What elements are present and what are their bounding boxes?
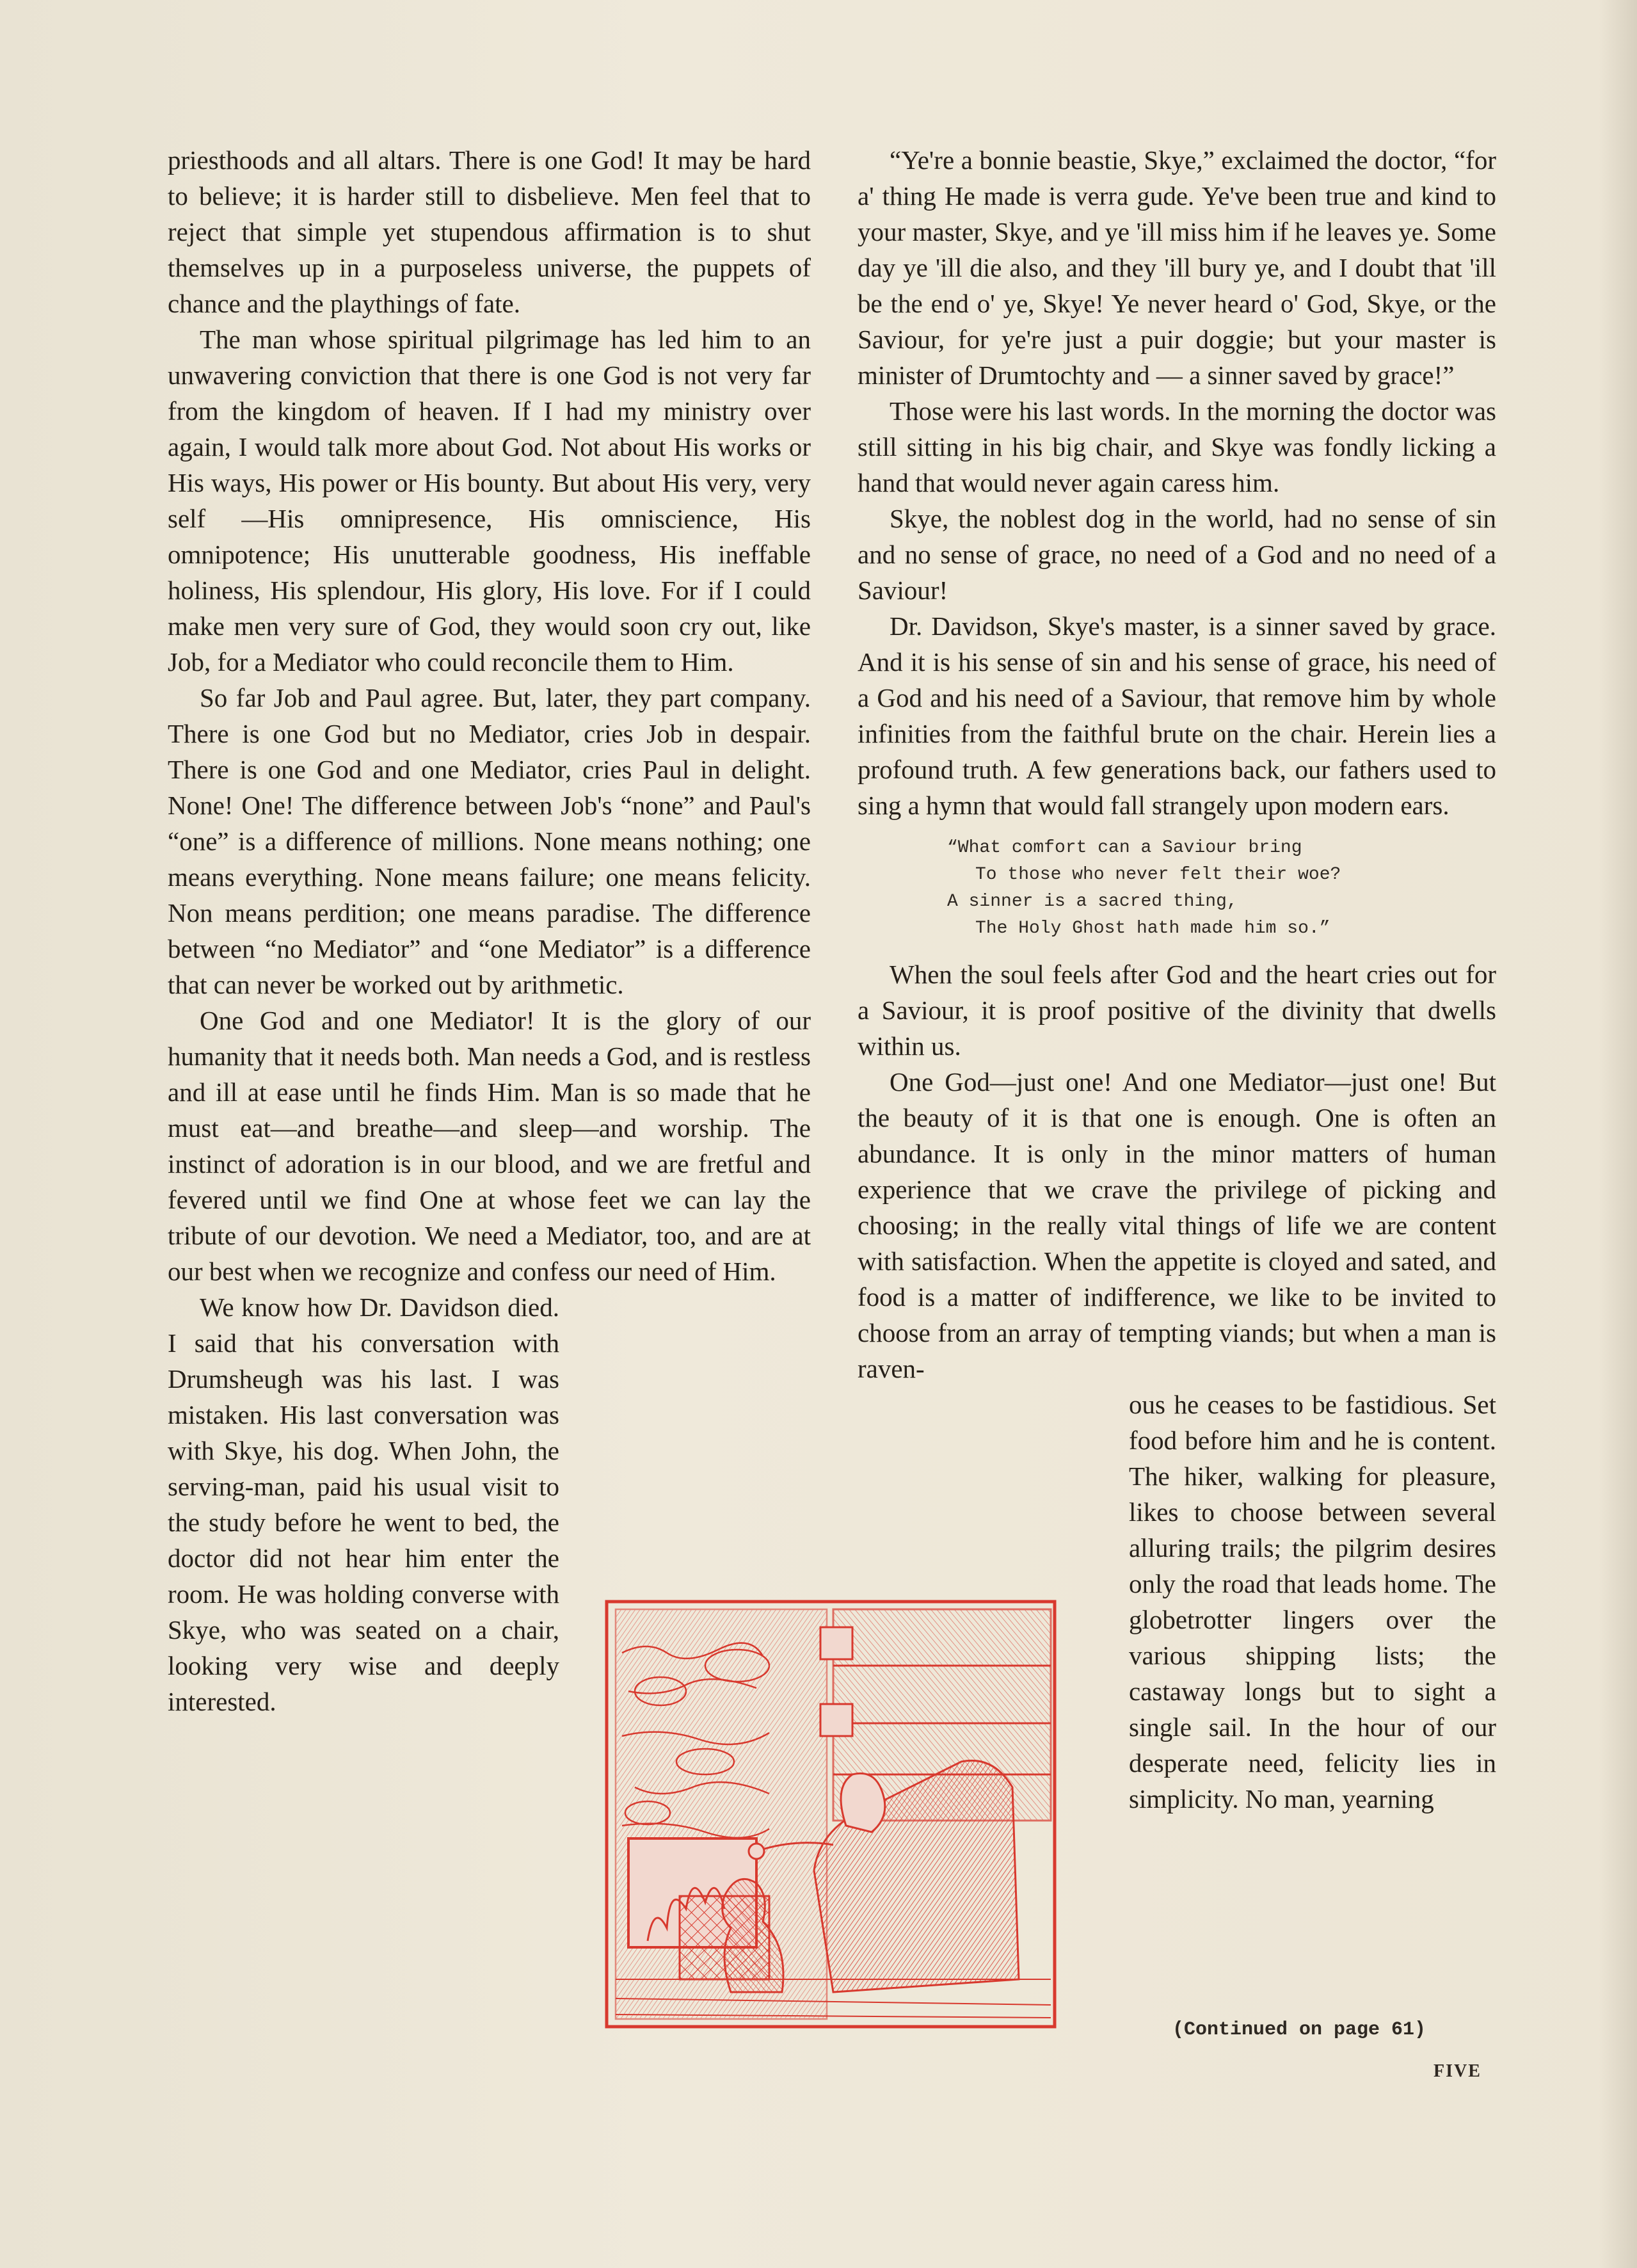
right-column [858, 142, 1496, 1817]
paragraph: So far Job and Paul agree. But, later, they part company. There is one God but no Mediator, cries Job in despair. There is one God and one Mediator, cries Paul in delight. None! One! The difference between Job's “none” and Paul's “one” is a difference of millions. None means nothing; one means everything. None means failure; one means felicity. Non means perdition; one means paradise. The difference between “no Mediator” and “one Mediator” is a difference that can never be worked out by arithmetic. [168, 683, 811, 999]
paragraph: Dr. Davidson, Skye's master, is a sinner saved by grace. And it is his sense of sin and his sense of grace, his need of a God and his need of a Saviour, that remove him by whole infinities from the faithful brute on the chair. Herein lies a profound truth. A few generations back, our fathers used to sing a hymn that would fall strangely upon modern ears. [858, 611, 1496, 820]
study-illustration [603, 1595, 1061, 2031]
hymn-verse [947, 835, 1496, 942]
verse-line: “What comfort can a Saviour bring [947, 838, 1302, 858]
wrapped-text-block [1129, 1387, 1496, 1817]
wrapped-text-block [168, 1289, 559, 1719]
verse-line: A sinner is a sacred thing, [947, 892, 1238, 912]
paragraph: ous he ceases to be fastidious. Set food before him and he is content. The hiker, walking for pleasure, likes to choose between several alluring trails; the pilgrim desires only the road that leads home. The globetrotter lingers over the various shipping lists; the castaway longs but to sight a single sail. In the hour of our desperate need, felicity lies in simplicity. No man, yearning [1129, 1390, 1496, 1814]
paragraph: Those were his last words. In the morning the doctor was still sitting in his big chair, and Skye was fondly licking a hand that would never again caress him. [858, 396, 1496, 497]
paragraph: priesthoods and all altars. There is one God! It may be hard to believe; it is harder still to disbelieve. Men feel that to reject that simple yet stupendous affirmation is to shut themselves up in a purposeless universe, the puppets of chance and the playthings of fate. [168, 145, 811, 318]
paragraph: One God and one Mediator! It is the glory of our humanity that it needs both. Man needs a God, and is restless and ill at ease until he finds Him. Man is so made that he must eat—and breathe—and sleep—and worship. The instinct of adoration is in our blood, and we are fretful and fevered until we find One at whose feet we can lay the tribute of our devotion. We need a Mediator, too, and are at our best when we recognize and confess our need of Him. [168, 1006, 811, 1286]
page-number: FIVE [1433, 2061, 1481, 2081]
paragraph: Skye, the noblest dog in the world, had no sense of sin and no sense of grace, no need of a God and no need of a Saviour! [858, 504, 1496, 605]
page-edge-shadow [1599, 0, 1637, 2268]
verse-line: The Holy Ghost hath made him so.” [975, 919, 1330, 938]
paragraph: The man whose spiritual pilgrimage has led him to an unwavering conviction that there is one God is not very far from the kingdom of heaven. If I had my ministry over again, I would talk more about God. Not about His works or His ways, His power or His bounty. But about His very, very self —His omnipresence, His omniscience, His omnipotence; His unutterable goodness, His ineffable holiness, His splendour, His glory, His love. For if I could make men very sure of God, they would soon cry out, like Job, for a Mediator who could reconcile them to Him. [168, 325, 811, 677]
paragraph: “Ye're a bonnie beastie, Skye,” exclaimed the doctor, “for a' thing He made is verra gude. Ye've been true and kind to your master, Skye, and ye 'ill miss him if he leaves ye. Some day ye 'ill die also, and they 'ill bury ye, and I doubt that 'ill be the end o' ye, Skye! Ye never heard o' God, Skye, or the Saviour, for ye're just a puir doggie; but your master is minister of Drumtochty and — a sinner saved by grace!” [858, 145, 1496, 390]
paragraph: We know how Dr. Davidson died. I said that his conversation with Drumsheugh was his last. I was mistaken. His last conversation was with Skye, his dog. When John, the serving-man, paid his usual visit to the study before he went to bed, the doctor did not hear him enter the room. He was holding converse with Skye, who was seated on a chair, looking very wise and deeply interested. [168, 1292, 559, 1716]
left-column [168, 142, 811, 1719]
continued-note: (Continued on page 61) [1172, 2019, 1426, 2041]
verse-line: To those who never felt their woe? [975, 865, 1341, 885]
paragraph: One God—just one! And one Mediator—just one! But the beauty of it is that one is enough. One is often an abundance. It is only in the minor matters of human experience that we crave the privilege of picking and choosing; in the really vital things of life we are content with satisfaction. When the appetite is cloyed and sated, and food is a matter of indifference, we like to be invited to choose from an array of tempting viands; but when a man is raven- [858, 1067, 1496, 1383]
paragraph: When the soul feels after God and the heart cries out for a Saviour, it is proof positive of the divinity that dwells within us. [858, 960, 1496, 1061]
